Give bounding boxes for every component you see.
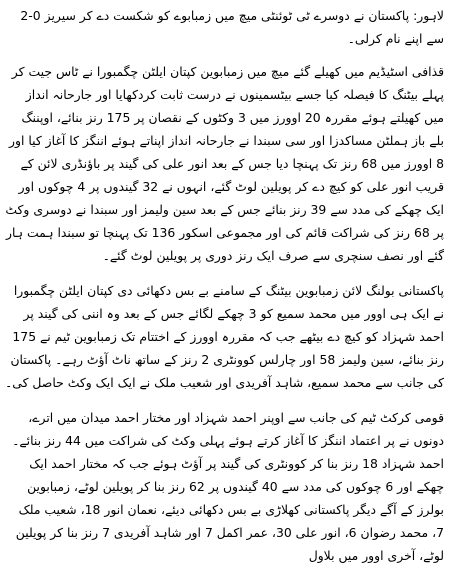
article-paragraph: قومی کرکٹ ٹیم کی جانب سے اوپنر احمد شہزاد اور مختار احمد میدان میں اترے، دونوں نے پر اعتماد اننگز کا آغاز کرتے ہوئے پہلی وکٹ کی شراکت میں 44 رنز بنائے۔ احمد شہزاد 18 رنز بنا کر کوونٹری کی گیند پر آؤٹ ہوئے جب کہ مختار احمد ایک چھکے اور 6 چوکوں کی مدد سے 40 گیندوں پر 62 رنز بنا کر پویلین لوٹے، زمبابوین بولرز کے آگے دیگر پاکستانی کھلاڑی بے بس دکھائی دیئے، نعمان انور 18، شعیب ملک 7، محمد رضوان 6، انور علی 30، عمر اکمل 7 اور شاہد آفریدی 7 رنز بنا کر پویلین لوٹے، آخری اوور میں بلاول — [12, 410, 444, 563]
article-body — [4, 4, 444, 579]
article-paragraph: پاکستانی بولنگ لائن زمبابوین بیٹنگ کے سامنے بے بس دکھائی دی کپتان ایلٹن چگمبورا نے ایک ہی اوور میں محمد سمیع کو 3 چھکے لگائے جس کے بعد وہ اننی کی گیند پر احمد شہزاد کو کیچ دے بیٹھے جب کہ مقررہ اوورز کے اختتام تک زمبابوین ٹیم نے 175 رنز بنائے، سین ولیمز 58 اور چارلس کوونٹری 2 رنز کے ساتھ ناٹ آؤٹ رہے۔ پاکستان کی جانب سے محمد سمیع، شاہد آفریدی اور شعیب ملک نے ایک ایک وکٹ حاصل کی۔ — [4, 283, 444, 390]
article-paragraph-lead: لاہور: پاکستان نے دوسرے ٹی ٹوئنٹی میچ میں زمبابوے کو شکست دے کر سیریز 0-2 سے اپنے نام کرلی۔ — [20, 8, 444, 46]
article-paragraph: قذافی اسٹیڈیم میں کھیلے گئے میچ میں زمبابوین کپتان ایلٹن چگمبورا نے ٹاس جیت کر پہلے بیٹنگ کا فیصلہ کیا جسے بیٹسمینوں نے درست ثابت کردکھایا اور جارحانہ انداز میں کھیلتے ہوئے مقررہ 20 اوورز میں 3 وکٹوں کے نقصان پر 175 رنز بنائے، اوپننگ بلے باز ہملٹن مساکدزا اور سی سبندا نے جارحانہ انداز اپناتے ہوئے اننگز کا آغاز کیا اور 8 اوورز میں 68 رنز تک پہنچا دیا جس کے بعد انور علی کی گیند پر باؤنڈری لائن کے قریب انور علی کو کیچ دے کر پویلین لوٹ گئے، انہوں نے 32 گیندوں پر 4 چوکوں اور ایک چھکے کی مدد سے 39 رنز بنائے جس کے بعد سین ولیمز اور سبندا نے دوسری وکٹ پر 68 رنز کی شراکت قائم کی اور مجموعی اسکور 136 تک پہنچا تو سبندا ہمت ہار گئے اور نصف سنچری سے صرف ایک رنز دوری پر پویلین لوٹ گئے۔ — [5, 64, 444, 263]
